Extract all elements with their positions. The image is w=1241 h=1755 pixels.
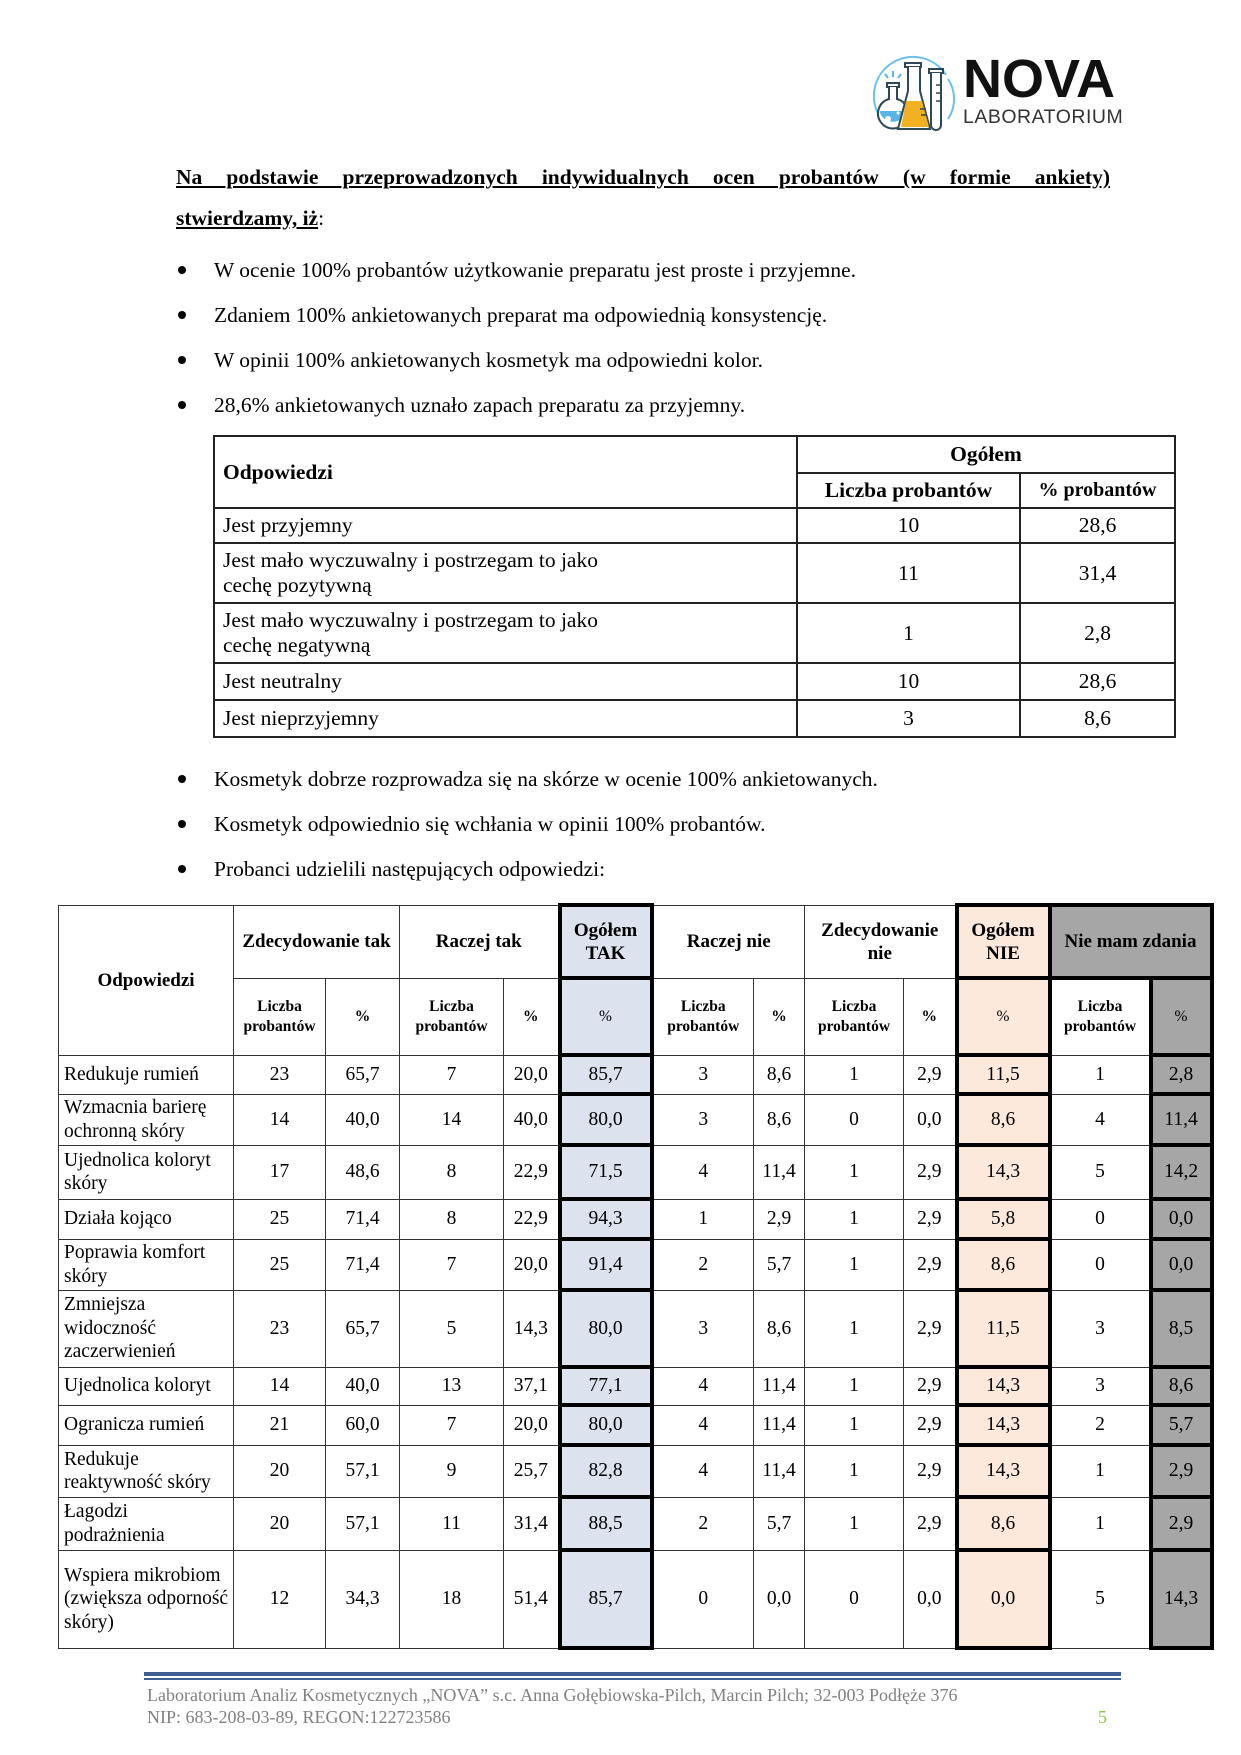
row-count: 10 xyxy=(797,663,1020,700)
bullet-icon xyxy=(178,865,186,873)
logo-subtitle: LABORATORIUM xyxy=(963,106,1124,128)
col-header-total: Ogółem xyxy=(797,436,1175,473)
rather-yes-percent: 31,4 xyxy=(504,1497,560,1550)
def-yes-count: 20 xyxy=(234,1497,326,1550)
table-row xyxy=(214,700,1175,737)
subheader-count: Liczba probantów xyxy=(400,978,504,1055)
rather-no-count: 2 xyxy=(652,1239,754,1290)
subheader-percent: % xyxy=(560,978,652,1055)
row-count: 10 xyxy=(797,508,1020,543)
table-row xyxy=(59,1367,1212,1405)
table-row xyxy=(214,663,1175,700)
rather-yes-count: 11 xyxy=(400,1497,504,1550)
row-label: Wzmacnia barierę ochronną skóry xyxy=(59,1094,234,1145)
total-yes-percent: 82,8 xyxy=(560,1445,652,1497)
bullet-icon xyxy=(178,266,186,274)
rather-no-count: 4 xyxy=(652,1367,754,1405)
total-yes-percent: 71,5 xyxy=(560,1145,652,1199)
scent-table xyxy=(213,435,1176,738)
total-yes-percent: 85,7 xyxy=(560,1055,652,1094)
bullet-icon xyxy=(178,311,186,319)
def-no-percent: 2,9 xyxy=(904,1239,957,1290)
footer-ids: NIP: 683-208-03-89, REGON:122723586 xyxy=(147,1707,451,1727)
no-opinion-count: 3 xyxy=(1050,1367,1151,1405)
rather-no-count: 4 xyxy=(652,1445,754,1497)
rather-no-percent: 11,4 xyxy=(754,1367,805,1405)
no-opinion-percent: 5,7 xyxy=(1151,1405,1212,1445)
def-no-count: 1 xyxy=(805,1497,904,1550)
table-row xyxy=(59,1497,1212,1550)
lab-flasks-icon xyxy=(868,55,960,135)
subheader-percent: % xyxy=(904,978,957,1055)
total-no-percent: 11,5 xyxy=(957,1290,1050,1367)
def-no-percent: 2,9 xyxy=(904,1055,957,1094)
rather-no-percent: 5,7 xyxy=(754,1497,805,1550)
rather-no-count: 3 xyxy=(652,1094,754,1145)
total-no-percent: 11,5 xyxy=(957,1055,1050,1094)
nova-logo xyxy=(868,49,1124,135)
list-item-text: Kosmetyk odpowiednio się wchłania w opinii 100% probantów. xyxy=(214,812,766,836)
rather-yes-percent: 40,0 xyxy=(504,1094,560,1145)
table-row xyxy=(59,1290,1212,1367)
rather-yes-percent: 51,4 xyxy=(504,1550,560,1648)
total-no-percent: 8,6 xyxy=(957,1497,1050,1550)
row-percent: 28,6 xyxy=(1020,508,1175,543)
row-count: 3 xyxy=(797,700,1020,737)
rather-no-count: 4 xyxy=(652,1405,754,1445)
findings-list-top xyxy=(176,248,856,428)
list-item xyxy=(176,383,856,428)
def-yes-percent: 71,4 xyxy=(326,1199,400,1239)
subheader-percent: % xyxy=(1151,978,1212,1055)
def-yes-count: 20 xyxy=(234,1445,326,1497)
total-yes-percent: 88,5 xyxy=(560,1497,652,1550)
page-number: 5 xyxy=(1098,1707,1107,1727)
row-percent: 2,8 xyxy=(1020,603,1175,663)
list-item xyxy=(176,847,878,892)
subheader-percent: % xyxy=(754,978,805,1055)
rather-yes-count: 8 xyxy=(400,1145,504,1199)
table-row xyxy=(59,1550,1212,1648)
def-yes-percent: 40,0 xyxy=(326,1094,400,1145)
rather-no-percent: 0,0 xyxy=(754,1550,805,1648)
no-opinion-count: 1 xyxy=(1050,1055,1151,1094)
def-yes-count: 14 xyxy=(234,1367,326,1405)
def-no-percent: 2,9 xyxy=(904,1497,957,1550)
rather-no-count: 0 xyxy=(652,1550,754,1648)
no-opinion-count: 0 xyxy=(1050,1199,1151,1239)
no-opinion-count: 2 xyxy=(1050,1405,1151,1445)
def-no-count: 0 xyxy=(805,1550,904,1648)
def-no-percent: 0,0 xyxy=(904,1550,957,1648)
no-opinion-percent: 11,4 xyxy=(1151,1094,1212,1145)
def-yes-count: 21 xyxy=(234,1405,326,1445)
list-item-text: Zdaniem 100% ankietowanych preparat ma odpowiednią konsystencję. xyxy=(214,303,828,327)
table-row xyxy=(214,603,1175,663)
bullet-icon xyxy=(178,820,186,828)
no-opinion-count: 5 xyxy=(1050,1145,1151,1199)
col-header-total-yes: Ogółem TAK xyxy=(560,905,652,978)
row-label: Jest neutralny xyxy=(214,663,797,700)
rather-yes-count: 18 xyxy=(400,1550,504,1648)
rather-no-count: 3 xyxy=(652,1290,754,1367)
list-item-text: W ocenie 100% probantów użytkowanie preparatu jest proste i przyjemne. xyxy=(214,258,856,282)
rather-yes-percent: 37,1 xyxy=(504,1367,560,1405)
list-item-text: W opinii 100% ankietowanych kosmetyk ma odpowiedni kolor. xyxy=(214,348,763,372)
rather-no-percent: 8,6 xyxy=(754,1055,805,1094)
total-no-percent: 8,6 xyxy=(957,1094,1050,1145)
bullet-icon xyxy=(178,775,186,783)
rather-yes-count: 7 xyxy=(400,1405,504,1445)
def-no-count: 1 xyxy=(805,1290,904,1367)
total-yes-percent: 94,3 xyxy=(560,1199,652,1239)
subheader-percent: % xyxy=(326,978,400,1055)
rather-no-percent: 2,9 xyxy=(754,1199,805,1239)
subheader-percent: % xyxy=(504,978,560,1055)
footer-divider xyxy=(144,1672,1121,1676)
no-opinion-count: 1 xyxy=(1050,1497,1151,1550)
footer-divider-thin xyxy=(144,1678,1121,1680)
no-opinion-percent: 2,8 xyxy=(1151,1055,1212,1094)
def-yes-percent: 48,6 xyxy=(326,1145,400,1199)
def-no-percent: 2,9 xyxy=(904,1367,957,1405)
total-no-percent: 8,6 xyxy=(957,1239,1050,1290)
def-no-percent: 2,9 xyxy=(904,1405,957,1445)
row-label: Jest przyjemny xyxy=(214,508,797,543)
row-percent: 28,6 xyxy=(1020,663,1175,700)
no-opinion-percent: 8,6 xyxy=(1151,1367,1212,1405)
def-no-count: 1 xyxy=(805,1445,904,1497)
rather-yes-count: 9 xyxy=(400,1445,504,1497)
list-item xyxy=(176,248,856,293)
table-row xyxy=(59,1239,1212,1290)
intro-heading-line1 xyxy=(176,156,1110,198)
def-no-count: 1 xyxy=(805,1367,904,1405)
rather-yes-percent: 20,0 xyxy=(504,1239,560,1290)
rather-no-count: 4 xyxy=(652,1145,754,1199)
def-yes-percent: 57,1 xyxy=(326,1445,400,1497)
subheader-count: Liczba probantów xyxy=(805,978,904,1055)
table-row xyxy=(214,543,1175,603)
row-count: 1 xyxy=(797,603,1020,663)
col-header-rather-no: Raczej nie xyxy=(652,905,805,978)
subheader-count: Liczba probantów xyxy=(234,978,326,1055)
no-opinion-count: 5 xyxy=(1050,1550,1151,1648)
table-row xyxy=(59,1094,1212,1145)
def-yes-percent: 71,4 xyxy=(326,1239,400,1290)
no-opinion-percent: 2,9 xyxy=(1151,1497,1212,1550)
def-yes-count: 12 xyxy=(234,1550,326,1648)
row-label: Jest nieprzyjemny xyxy=(214,700,797,737)
rather-yes-count: 14 xyxy=(400,1094,504,1145)
col-header-percent: % probantów xyxy=(1020,473,1175,508)
row-percent: 31,4 xyxy=(1020,543,1175,603)
rather-yes-percent: 14,3 xyxy=(504,1290,560,1367)
total-yes-percent: 77,1 xyxy=(560,1367,652,1405)
row-label: Poprawia komfort skóry xyxy=(59,1239,234,1290)
rather-no-count: 1 xyxy=(652,1199,754,1239)
table-row xyxy=(59,1199,1212,1239)
no-opinion-percent: 14,3 xyxy=(1151,1550,1212,1648)
def-no-count: 1 xyxy=(805,1055,904,1094)
row-label: Wspiera mikrobiom (zwiększa odporność skóry) xyxy=(59,1550,234,1648)
def-no-percent: 2,9 xyxy=(904,1445,957,1497)
no-opinion-percent: 0,0 xyxy=(1151,1239,1212,1290)
def-no-percent: 2,9 xyxy=(904,1290,957,1367)
row-count: 11 xyxy=(797,543,1020,603)
total-no-percent: 14,3 xyxy=(957,1145,1050,1199)
no-opinion-count: 4 xyxy=(1050,1094,1151,1145)
total-yes-percent: 80,0 xyxy=(560,1405,652,1445)
row-label: Jest mało wyczuwalny i postrzegam to jako cechę pozytywną xyxy=(214,543,797,603)
table-row xyxy=(59,1145,1212,1199)
def-no-percent: 2,9 xyxy=(904,1199,957,1239)
row-label: Ujednolica koloryt xyxy=(59,1367,234,1405)
rather-no-count: 2 xyxy=(652,1497,754,1550)
row-label: Ogranicza rumień xyxy=(59,1405,234,1445)
bullet-icon xyxy=(178,401,186,409)
heading-colon: : xyxy=(318,206,325,230)
def-yes-count: 23 xyxy=(234,1055,326,1094)
rather-no-count: 3 xyxy=(652,1055,754,1094)
rather-yes-count: 7 xyxy=(400,1055,504,1094)
subheader-percent: % xyxy=(957,978,1050,1055)
row-label: Redukuje reaktywność skóry xyxy=(59,1445,234,1497)
total-yes-percent: 91,4 xyxy=(560,1239,652,1290)
def-no-percent: 2,9 xyxy=(904,1145,957,1199)
def-yes-percent: 40,0 xyxy=(326,1367,400,1405)
no-opinion-count: 1 xyxy=(1050,1445,1151,1497)
def-yes-count: 25 xyxy=(234,1199,326,1239)
def-yes-percent: 57,1 xyxy=(326,1497,400,1550)
row-label: Redukuje rumień xyxy=(59,1055,234,1094)
list-item xyxy=(176,293,856,338)
def-no-count: 1 xyxy=(805,1145,904,1199)
intro-heading-text: Na podstawie przeprowadzonych indywidualnych ocen probantów (w formie ankiety) xyxy=(176,165,1110,189)
def-yes-percent: 65,7 xyxy=(326,1290,400,1367)
rather-yes-count: 7 xyxy=(400,1239,504,1290)
rather-yes-percent: 25,7 xyxy=(504,1445,560,1497)
def-no-count: 1 xyxy=(805,1405,904,1445)
def-yes-percent: 65,7 xyxy=(326,1055,400,1094)
total-yes-percent: 80,0 xyxy=(560,1290,652,1367)
effects-table xyxy=(58,903,1214,1650)
def-no-percent: 0,0 xyxy=(904,1094,957,1145)
table-row xyxy=(214,508,1175,543)
col-header-def-yes: Zdecydowanie tak xyxy=(234,905,400,978)
rather-no-percent: 11,4 xyxy=(754,1405,805,1445)
row-label: Zmniejsza widoczność zaczerwienień xyxy=(59,1290,234,1367)
def-no-count: 1 xyxy=(805,1199,904,1239)
no-opinion-percent: 0,0 xyxy=(1151,1199,1212,1239)
bullet-icon xyxy=(178,356,186,364)
rather-yes-count: 5 xyxy=(400,1290,504,1367)
list-item xyxy=(176,757,878,802)
table-row xyxy=(59,1445,1212,1497)
col-header-rather-yes: Raczej tak xyxy=(400,905,560,978)
def-yes-count: 23 xyxy=(234,1290,326,1367)
no-opinion-percent: 14,2 xyxy=(1151,1145,1212,1199)
col-header-no-opinion: Nie mam zdania xyxy=(1050,905,1212,978)
col-header-answers: Odpowiedzi xyxy=(214,436,797,508)
col-header-count: Liczba probantów xyxy=(797,473,1020,508)
def-yes-percent: 34,3 xyxy=(326,1550,400,1648)
intro-heading-line2 xyxy=(176,197,324,239)
no-opinion-percent: 8,5 xyxy=(1151,1290,1212,1367)
row-label: Działa kojąco xyxy=(59,1199,234,1239)
def-no-count: 0 xyxy=(805,1094,904,1145)
total-yes-percent: 85,7 xyxy=(560,1550,652,1648)
footer-company: Laboratorium Analiz Kosmetycznych „NOVA” s.c. Anna Gołębiowska-Pilch, Marcin Pilch; 32-003 Podłęże 376 xyxy=(147,1685,958,1705)
list-item-text: Probanci udzielili następujących odpowiedzi: xyxy=(214,857,606,881)
row-label: Ujednolica koloryt skóry xyxy=(59,1145,234,1199)
def-yes-count: 25 xyxy=(234,1239,326,1290)
total-no-percent: 14,3 xyxy=(957,1367,1050,1405)
rather-yes-percent: 22,9 xyxy=(504,1145,560,1199)
table-row xyxy=(59,1055,1212,1094)
row-label: Łagodzi podrażnienia xyxy=(59,1497,234,1550)
rather-no-percent: 11,4 xyxy=(754,1445,805,1497)
no-opinion-count: 3 xyxy=(1050,1290,1151,1367)
rather-yes-percent: 20,0 xyxy=(504,1405,560,1445)
no-opinion-count: 0 xyxy=(1050,1239,1151,1290)
def-yes-count: 17 xyxy=(234,1145,326,1199)
rather-yes-percent: 22,9 xyxy=(504,1199,560,1239)
logo-title: NOVA xyxy=(963,49,1116,109)
total-no-percent: 5,8 xyxy=(957,1199,1050,1239)
no-opinion-percent: 2,9 xyxy=(1151,1445,1212,1497)
col-header-answers: Odpowiedzi xyxy=(59,905,234,1055)
def-yes-count: 14 xyxy=(234,1094,326,1145)
footer-text xyxy=(147,1684,958,1728)
intro-heading-text-2: stwierdzamy, iż xyxy=(176,206,319,230)
rather-yes-count: 8 xyxy=(400,1199,504,1239)
rather-no-percent: 5,7 xyxy=(754,1239,805,1290)
rather-no-percent: 11,4 xyxy=(754,1145,805,1199)
total-no-percent: 14,3 xyxy=(957,1405,1050,1445)
subheader-count: Liczba probantów xyxy=(1050,978,1151,1055)
rather-no-percent: 8,6 xyxy=(754,1290,805,1367)
def-yes-percent: 60,0 xyxy=(326,1405,400,1445)
table-row xyxy=(59,1405,1212,1445)
rather-no-percent: 8,6 xyxy=(754,1094,805,1145)
col-header-total-no: Ogółem NIE xyxy=(957,905,1050,978)
row-percent: 8,6 xyxy=(1020,700,1175,737)
list-item-text: 28,6% ankietowanych uznało zapach preparatu za przyjemny. xyxy=(214,393,746,417)
col-header-def-no: Zdecydowanie nie xyxy=(805,905,957,978)
findings-list-bottom xyxy=(176,757,878,892)
list-item xyxy=(176,338,856,383)
subheader-count: Liczba probantów xyxy=(652,978,754,1055)
rather-yes-count: 13 xyxy=(400,1367,504,1405)
list-item xyxy=(176,802,878,847)
row-label: Jest mało wyczuwalny i postrzegam to jako cechę negatywną xyxy=(214,603,797,663)
total-yes-percent: 80,0 xyxy=(560,1094,652,1145)
rather-yes-percent: 20,0 xyxy=(504,1055,560,1094)
list-item-text: Kosmetyk dobrze rozprowadza się na skórze w ocenie 100% ankietowanych. xyxy=(214,767,878,791)
total-no-percent: 0,0 xyxy=(957,1550,1050,1648)
def-no-count: 1 xyxy=(805,1239,904,1290)
total-no-percent: 14,3 xyxy=(957,1445,1050,1497)
